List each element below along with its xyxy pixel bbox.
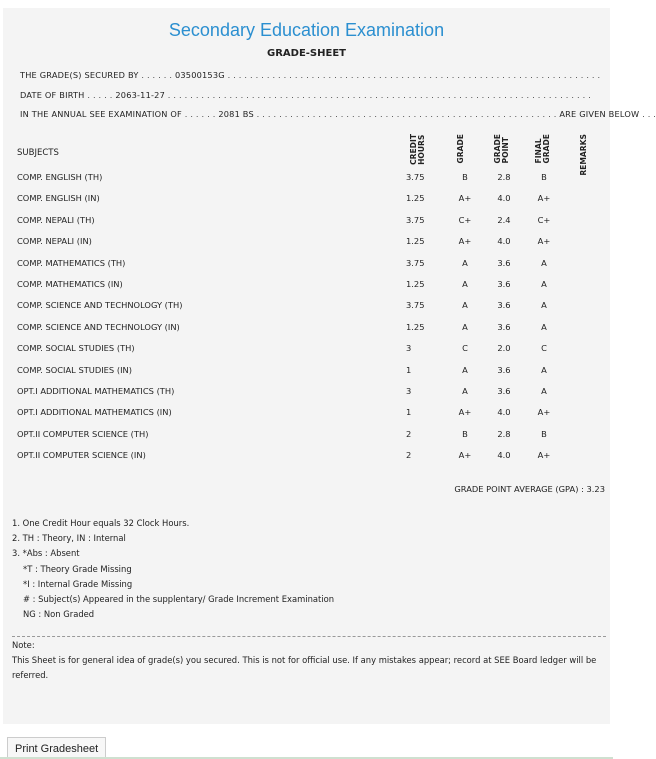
table-row bbox=[3, 209, 610, 230]
cell-final-grade: C+ bbox=[537, 214, 551, 225]
note-item: *T : Theory Grade Missing bbox=[23, 563, 132, 574]
cell-final-grade: A bbox=[541, 386, 547, 396]
cell-grade-point: 2.4 bbox=[497, 214, 511, 225]
cell-grade-point: 3.6 bbox=[497, 386, 511, 396]
cell-credit-hours: 1 bbox=[406, 407, 412, 418]
secured-label: THE GRADE(S) SECURED BY bbox=[20, 70, 139, 80]
cell-subject: OPT.II COMPUTER SCIENCE (IN) bbox=[17, 450, 146, 461]
cell-subject: COMP. SOCIAL STUDIES (TH) bbox=[17, 343, 135, 354]
table-row bbox=[3, 166, 610, 187]
cell-final-grade: A bbox=[541, 321, 547, 332]
cell-final-grade: B bbox=[541, 428, 547, 439]
cell-credit-hours: 2 bbox=[406, 450, 412, 461]
cell-credit-hours: 1.25 bbox=[406, 193, 425, 204]
header-final-grade: FINAL GRADE bbox=[534, 134, 551, 164]
gpa-value: 3.23 bbox=[586, 484, 605, 494]
cell-grade: B bbox=[462, 428, 468, 439]
page-title: Secondary Education Examination bbox=[168, 20, 445, 40]
cell-final-grade: A+ bbox=[537, 193, 551, 204]
cell-grade: B bbox=[462, 172, 468, 182]
dot-leader: . . . . . . . . . . . . . . . . . . . . . . . . . . . . . . . . . . . . . . . . . . . . . . . . . . . . . . . . . . . . . . . . . . . bbox=[224, 70, 601, 80]
table-row bbox=[3, 423, 610, 444]
divider bbox=[12, 636, 606, 637]
cell-final-grade: C bbox=[541, 343, 547, 354]
print-gradesheet-button[interactable]: Print Gradesheet bbox=[7, 737, 106, 759]
cell-subject: COMP. NEPALI (TH) bbox=[17, 214, 95, 225]
header-credit-hours: CREDIT HOURS bbox=[409, 134, 426, 165]
cell-subject: COMP. MATHEMATICS (TH) bbox=[17, 257, 126, 268]
cell-credit-hours: 1.25 bbox=[406, 321, 425, 332]
cell-grade-point: 2.0 bbox=[497, 343, 511, 354]
cell-grade-point: 3.6 bbox=[497, 300, 511, 311]
cell-grade-point: 3.6 bbox=[497, 321, 511, 332]
cell-credit-hours: 1.25 bbox=[406, 279, 425, 289]
cell-grade: A+ bbox=[458, 236, 472, 247]
dot-leader: . . . . . . bbox=[181, 109, 219, 119]
cell-grade: A bbox=[462, 257, 468, 268]
secured-value: 03500153G bbox=[174, 70, 225, 80]
table-row bbox=[3, 337, 610, 358]
cell-final-grade: A bbox=[541, 300, 547, 311]
cell-grade-point: 2.8 bbox=[497, 172, 511, 182]
cell-grade-point: 4.0 bbox=[497, 450, 511, 461]
cell-credit-hours: 3.75 bbox=[406, 257, 425, 268]
cell-credit-hours: 3 bbox=[406, 343, 412, 354]
table-row bbox=[3, 252, 610, 273]
dob-value: 2063-11-27 bbox=[115, 90, 165, 100]
cell-subject: OPT.II COMPUTER SCIENCE (TH) bbox=[17, 428, 149, 439]
page-subtitle: GRADE-SHEET bbox=[267, 48, 346, 59]
table-row bbox=[3, 401, 610, 422]
cell-credit-hours: 3 bbox=[406, 386, 412, 396]
table-row bbox=[3, 380, 610, 401]
cell-subject: COMP. ENGLISH (IN) bbox=[17, 193, 100, 204]
note-text: This Sheet is for general idea of grade(s) you secured. This is not for official use. If any mistakes appear; record at SEE Board ledger will be referred. bbox=[12, 655, 597, 680]
table-row bbox=[3, 316, 610, 337]
note-item: # : Subject(s) Appeared in the supplentary/ Grade Increment Examination bbox=[23, 594, 335, 605]
dot-leader: . . . bbox=[639, 109, 656, 119]
cell-grade: C+ bbox=[458, 214, 472, 225]
table-row bbox=[3, 359, 610, 380]
note-item: 1. One Credit Hour equals 32 Clock Hours. bbox=[12, 518, 190, 528]
dob-label: DATE OF BIRTH bbox=[20, 90, 85, 100]
dot-leader: . . . . . . . . . . . . . . . . . . . . . . . . . . . . . . . . . . . . . . . . . . . . . . . . . . . . . . . . . . . . . . . . . . . . . . . . . . . . bbox=[164, 90, 591, 100]
cell-grade-point: 3.6 bbox=[497, 364, 511, 375]
cell-credit-hours: 3.75 bbox=[406, 300, 425, 311]
cell-grade: A bbox=[462, 321, 468, 332]
cell-subject: COMP. SCIENCE AND TECHNOLOGY (TH) bbox=[17, 300, 183, 311]
cell-credit-hours: 3.75 bbox=[406, 214, 425, 225]
note-item: NG : Non Graded bbox=[23, 609, 95, 620]
note-label: Note: bbox=[12, 640, 35, 650]
cell-final-grade: A+ bbox=[537, 407, 551, 418]
cell-grade: A+ bbox=[458, 407, 472, 418]
cell-grade: C bbox=[462, 343, 468, 354]
cell-final-grade: A bbox=[541, 257, 547, 268]
table-row bbox=[3, 294, 610, 315]
note-item: 2. TH : Theory, IN : Internal bbox=[12, 533, 126, 544]
cell-grade: A bbox=[462, 364, 468, 375]
dot-leader: . . . . . . bbox=[138, 70, 175, 80]
cell-subject: COMP. SCIENCE AND TECHNOLOGY (IN) bbox=[17, 321, 180, 332]
cell-subject: COMP. NEPALI (IN) bbox=[17, 236, 92, 247]
gpa-summary bbox=[454, 484, 605, 494]
cell-grade: A+ bbox=[458, 193, 472, 204]
cell-grade-point: 4.0 bbox=[497, 407, 511, 418]
cell-grade-point: 4.0 bbox=[497, 193, 511, 204]
exam-value: 2081 BS bbox=[218, 109, 254, 119]
cell-grade: A+ bbox=[458, 450, 472, 461]
cell-subject: OPT.I ADDITIONAL MATHEMATICS (IN) bbox=[17, 407, 172, 418]
legend-notes bbox=[12, 516, 334, 622]
info-secured-by bbox=[20, 70, 600, 80]
dot-leader: . . . . . . . . . . . . . . . . . . . . . . . . . . . . . . . . . . . . . . . . . . . . . . . . . . . . . . bbox=[253, 109, 560, 119]
cell-grade-point: 4.0 bbox=[497, 236, 511, 247]
cell-grade-point: 3.6 bbox=[497, 279, 511, 289]
dot-leader: . . . . . bbox=[84, 90, 116, 100]
exam-label: IN THE ANNUAL SEE EXAMINATION OF bbox=[20, 109, 182, 119]
table-row bbox=[3, 444, 610, 465]
info-exam bbox=[20, 109, 656, 119]
exam-suffix: ARE GIVEN BELOW bbox=[559, 109, 640, 119]
table-row bbox=[3, 273, 610, 294]
cell-final-grade: B bbox=[541, 172, 547, 182]
header-remarks: REMARKS bbox=[579, 134, 588, 176]
cell-credit-hours: 3.75 bbox=[406, 172, 425, 182]
cell-grade-point: 2.8 bbox=[497, 428, 511, 439]
cell-grade: A bbox=[462, 279, 468, 289]
header-subjects: SUBJECTS bbox=[17, 148, 59, 158]
cell-final-grade: A bbox=[541, 364, 547, 375]
cell-final-grade: A bbox=[541, 279, 547, 289]
cell-subject: COMP. MATHEMATICS (IN) bbox=[17, 279, 123, 289]
cell-final-grade: A+ bbox=[537, 236, 551, 247]
cell-subject: COMP. SOCIAL STUDIES (IN) bbox=[17, 364, 132, 375]
info-date-of-birth bbox=[20, 90, 591, 100]
cell-subject: COMP. ENGLISH (TH) bbox=[17, 172, 103, 182]
cell-credit-hours: 2 bbox=[406, 428, 412, 439]
gpa-label: GRADE POINT AVERAGE (GPA) : bbox=[454, 484, 584, 494]
header-grade: GRADE bbox=[456, 134, 465, 164]
table-row bbox=[3, 230, 610, 251]
note-item: 3. *Abs : Absent bbox=[12, 548, 80, 559]
note-item: *I : Internal Grade Missing bbox=[23, 578, 133, 589]
cell-subject: OPT.I ADDITIONAL MATHEMATICS (TH) bbox=[17, 386, 175, 396]
cell-credit-hours: 1.25 bbox=[406, 236, 425, 247]
cell-final-grade: A+ bbox=[537, 450, 551, 461]
table-row bbox=[3, 187, 610, 208]
header-grade-point: GRADE POINT bbox=[493, 134, 510, 164]
cell-grade: A bbox=[462, 300, 468, 311]
cell-credit-hours: 1 bbox=[406, 364, 412, 375]
cell-grade-point: 3.6 bbox=[497, 257, 511, 268]
grade-sheet bbox=[3, 8, 656, 724]
cell-grade: A bbox=[462, 386, 468, 396]
